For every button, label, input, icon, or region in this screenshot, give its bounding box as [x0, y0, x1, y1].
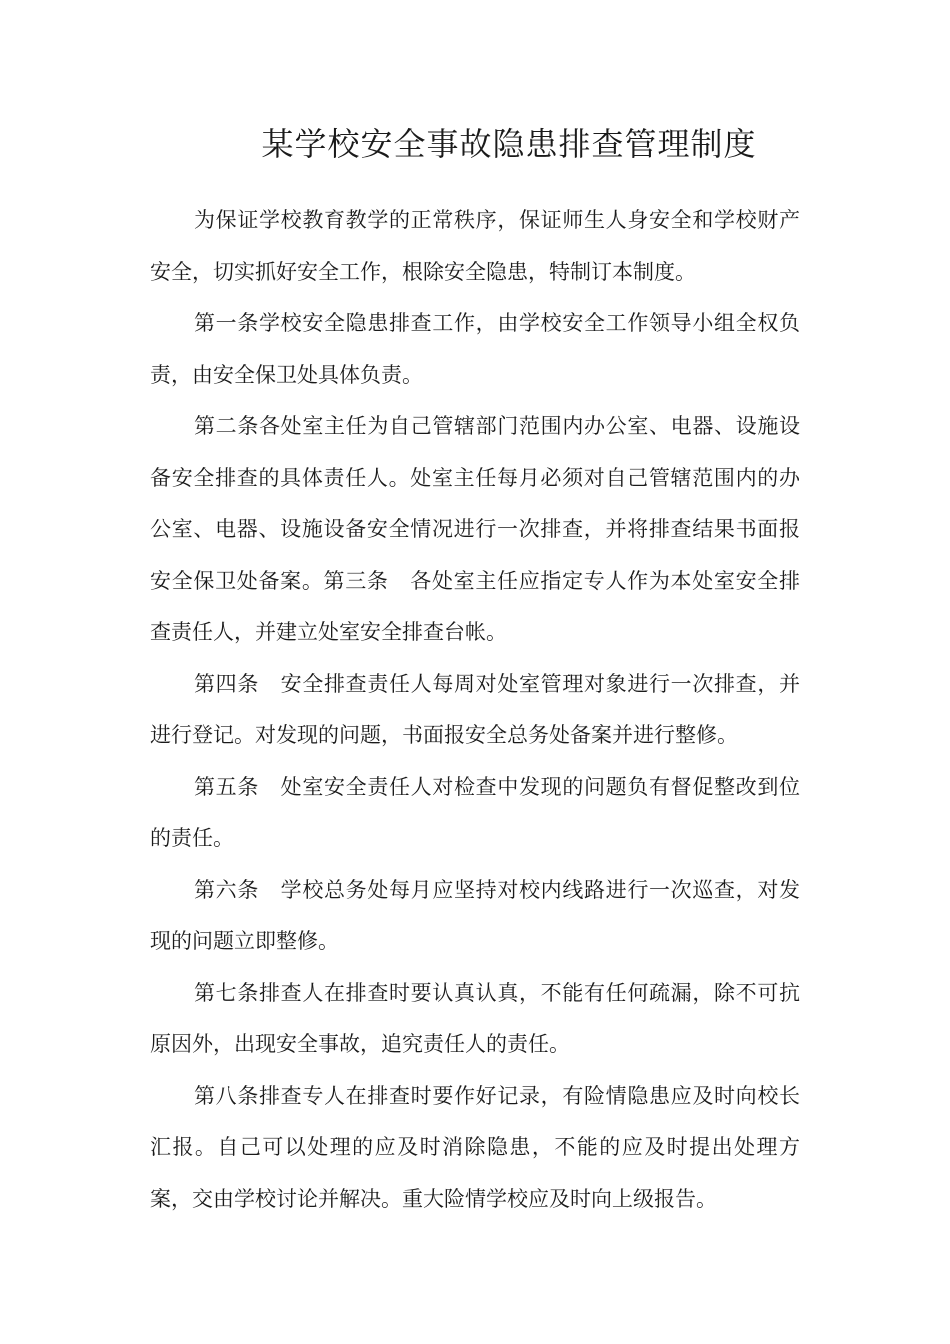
paragraph-article-7: 第七条排查人在排查时要认真认真，不能有任何疏漏，除不可抗原因外，出现安全事故，追究责任人的责任。: [150, 980, 800, 1056]
paragraph-article-2-3: 第二条各处室主任为自己管辖部门范围内办公室、电器、设施设备安全排查的具体责任人。处室主任每月必须对自己管辖范围内的办公室、电器、设施设备安全情况进行一次排查，并将排查结果书面报安全保卫处备案。第三条 各处室主任应指定专人作为本处室安全排查责任人，并建立处室安全排查台帐。: [150, 414, 800, 644]
document-body: [150, 195, 800, 1225]
document-title: 某学校安全事故隐患排查管理制度: [261, 125, 757, 163]
paragraph-intro: 为保证学校教育教学的正常秩序，保证师生人身安全和学校财产安全，切实抓好安全工作，根除安全隐患，特制订本制度。: [150, 208, 800, 284]
paragraph-article-4: 第四条 安全排查责任人每周对处室管理对象进行一次排查，并进行登记。对发现的问题，书面报安全总务处备案并进行整修。: [150, 671, 800, 747]
paragraph-article-1: 第一条学校安全隐患排查工作，由学校安全工作领导小组全权负责，由安全保卫处具体负责。: [150, 311, 800, 387]
paragraph-article-5: 第五条 处室安全责任人对检查中发现的问题负有督促整改到位的责任。: [150, 774, 800, 850]
paragraph-article-6: 第六条 学校总务处每月应坚持对校内线路进行一次巡查，对发现的问题立即整修。: [150, 877, 800, 953]
paragraph-article-8: 第八条排查专人在排查时要作好记录，有险情隐患应及时向校长汇报。自己可以处理的应及时消除隐患，不能的应及时提出处理方案，交由学校讨论并解决。重大险情学校应及时向上级报告。: [150, 1083, 800, 1211]
